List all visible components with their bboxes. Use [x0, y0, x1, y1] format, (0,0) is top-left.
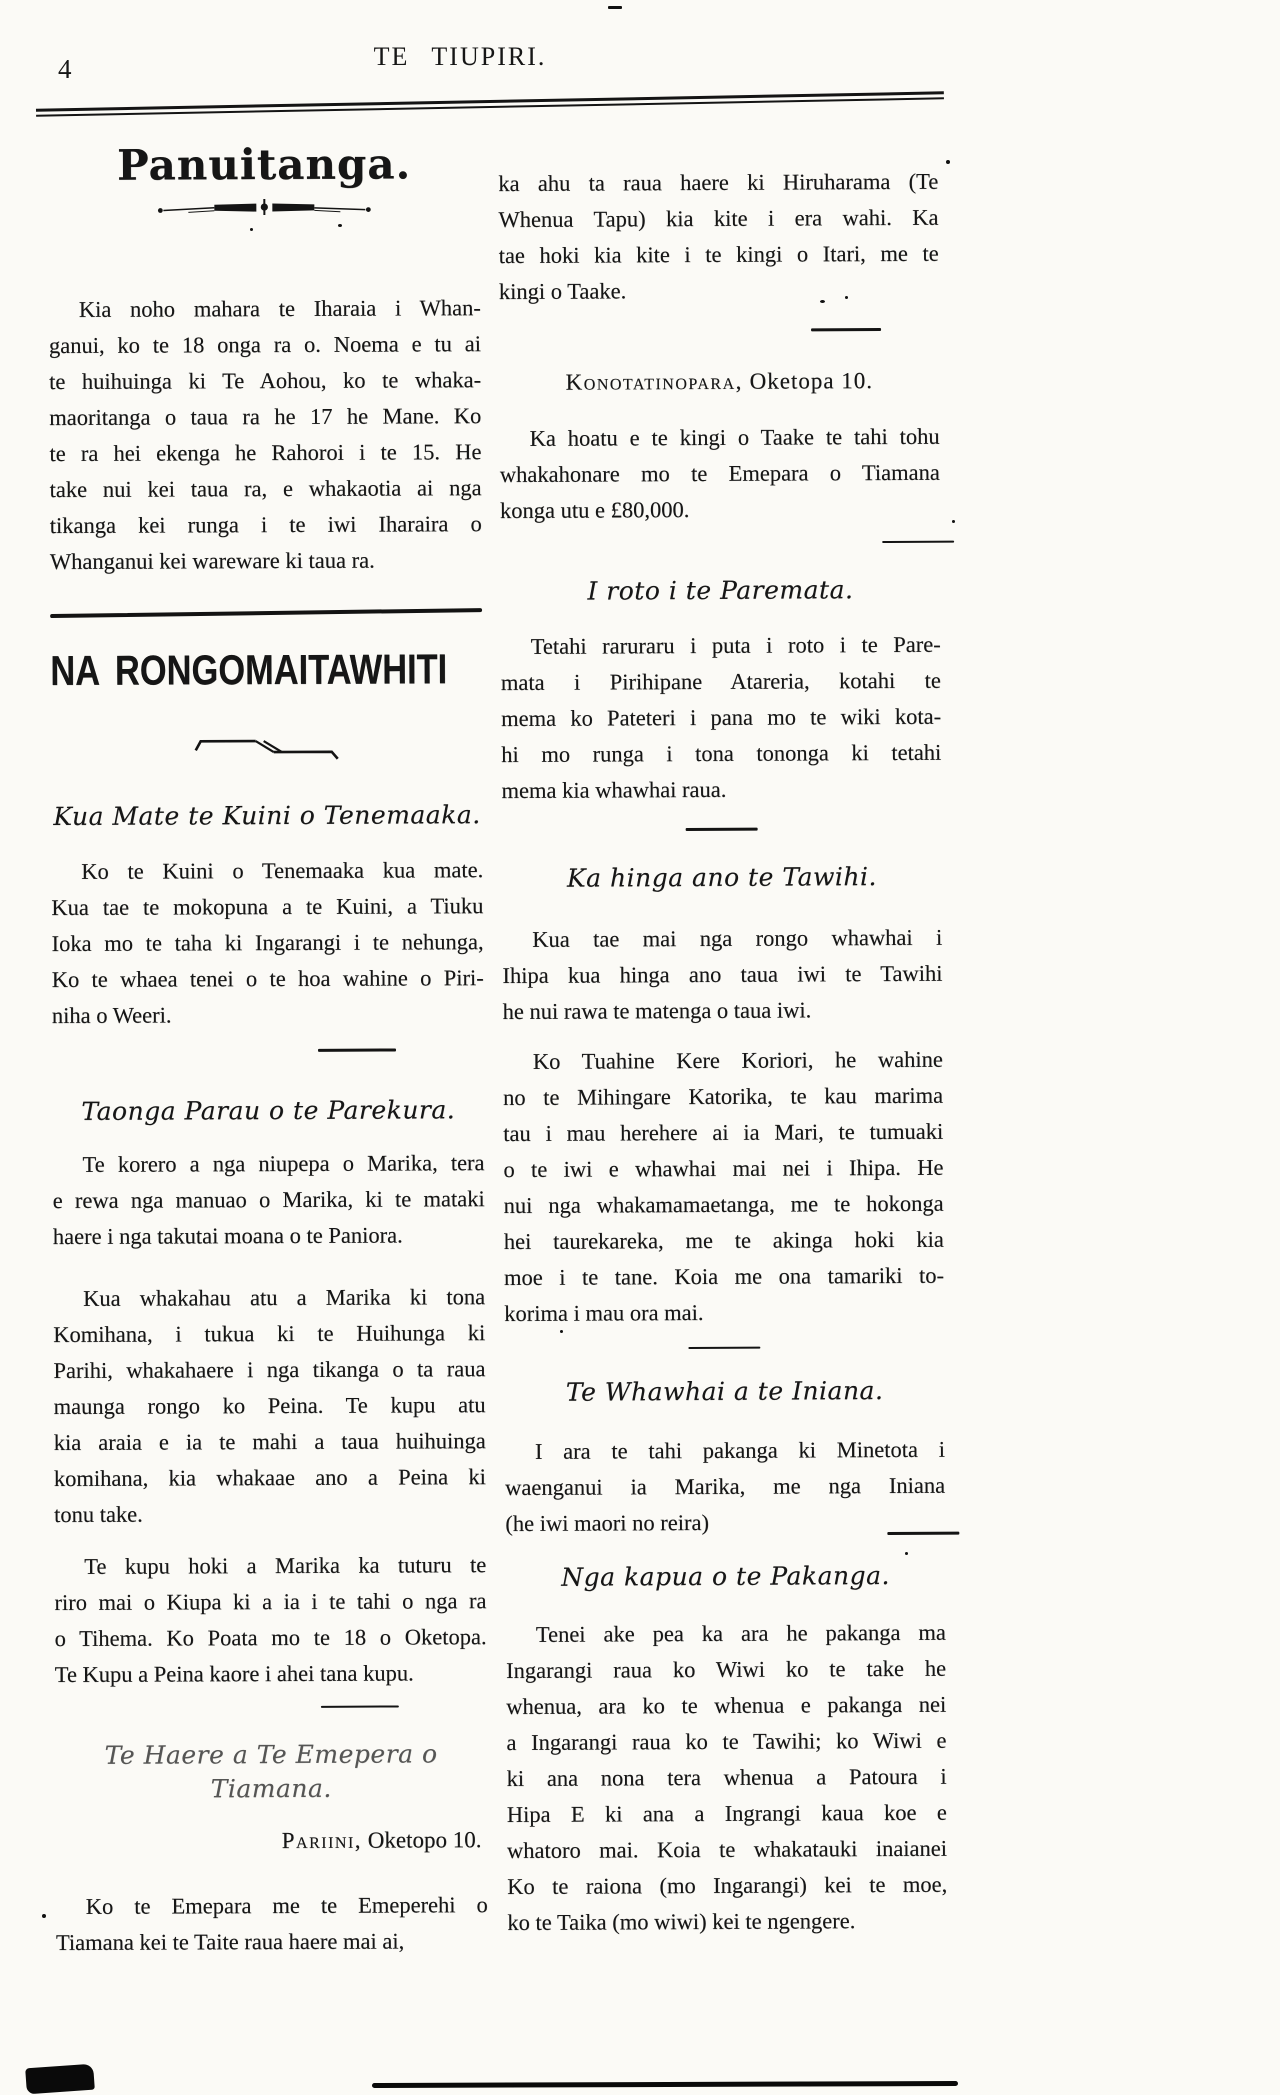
text-line: ka ahu ta raua haere ki Hiruharama (Te [498, 168, 939, 196]
text-line: Ihipa kua hinga ano taua iwi te Tawihi [502, 960, 943, 988]
article-divider-rule [318, 1048, 396, 1051]
article-divider-rule [882, 540, 954, 543]
paragraph [51, 852, 484, 1034]
text-line: Whenua Tapu) kia kite i era wahi. Ka [498, 204, 939, 232]
text-line: Komihana, i tukua ki te Huihunga ki [53, 1319, 486, 1347]
text-line: kingi o Taake. [498, 278, 627, 304]
paragraph [49, 290, 482, 580]
text-line: riro mai o Kiupa ki a ia i te tahi o nga ra [54, 1587, 487, 1615]
text-line: mata i Pirihipane Atareria, kotahi te [500, 667, 941, 695]
text-line: ko te Taika (mo wiwi) kei te ngengere. [507, 1907, 856, 1935]
text-line: nui nga whakamamaetanga, me te hokonga [503, 1190, 944, 1218]
text-line: waenganui ia Marika, me nga Iniana [505, 1472, 946, 1500]
paragraph [500, 418, 941, 528]
text-line: Whanganui kei wareware ki taua ra. [49, 547, 375, 574]
text-line: tikanga kei runga i te iwi Iharaira o [49, 511, 482, 538]
text-line: maoritanga o taua ra he 17 he Mane. Ko [49, 403, 482, 430]
text-line: Ingarangi raua ko Wiwi ko te take he [505, 1655, 947, 1683]
paragraph [52, 1145, 484, 1255]
text-line: mema kia whawhai raua. [501, 776, 727, 803]
text-line: niha o Weeri. [51, 1002, 172, 1028]
text-line: Ko Tuahine Kere Koriori, he wahine [532, 1046, 943, 1074]
text-line: whakahonare mo te Emepara o Tiamana [499, 459, 940, 487]
dateline-place: Konotatinopara, [565, 368, 743, 395]
paragraph [503, 1041, 945, 1331]
text-line: Kua tae te mokopuna a te Kuini, a Tiuku [51, 893, 484, 920]
serpentine-divider-ornament [192, 733, 342, 762]
text-line: ki ana nona tera whenua a Patoura i [506, 1763, 947, 1791]
page-number: 4 [58, 54, 72, 84]
text-line: whenua, ara ko te whenua e pakanga nei [506, 1691, 947, 1719]
text-line: moe i te tane. Koia me ona tamariki to- [503, 1262, 945, 1290]
text-line: o te iwi e whawhai mai nei i Ihipa. He [503, 1154, 944, 1182]
text-line: o Tihema. Ko Poata mo te 18 o Oketopa. [54, 1623, 487, 1651]
text-line: tonu take. [53, 1501, 143, 1527]
article-heading-iniana: Te Whawhai a te Iniana. [565, 1375, 884, 1407]
scan-edge-streak [372, 2081, 958, 2088]
section-title-text: NA RONGOMAITAWHITI [50, 645, 448, 694]
paragraph [506, 1614, 948, 1940]
paragraph [53, 1279, 486, 1533]
paragraph [502, 919, 943, 1029]
text-line: a Ingarangi raua ko te Tawihi; ko Wiwi e [506, 1727, 947, 1755]
header-double-rule [36, 91, 944, 120]
text-line: Parihi, whakahaere i nga tikanga o ta raua [53, 1355, 486, 1383]
article-divider-rule [811, 328, 881, 331]
text-line: Ko te raiona (mo Ingarangi) kei te moe, [507, 1871, 948, 1899]
article-heading-kuini: Kua Mate te Kuini o Tenemaaka. [53, 800, 481, 831]
text-line: Kia noho mahara te Iharaia i Whan- [78, 295, 481, 322]
text-line: Ko te Emepara me te Emeperehi o [85, 1892, 488, 1919]
article-divider-rule [686, 828, 758, 831]
text-line: Tetahi raruraru i puta i roto i te Pare- [530, 631, 941, 659]
scan-mark [608, 6, 622, 9]
article-heading-kapua: Nga kapua o te Pakanga. [561, 1560, 890, 1592]
text-line: I ara te tahi pakanga ki Minetota i [534, 1436, 945, 1464]
dateline-heading [499, 364, 939, 398]
section-rule [50, 608, 482, 618]
paragraph [505, 1432, 946, 1542]
text-line: konga utu e £80,000. [499, 496, 690, 523]
text-line: e rewa nga manuao o Marika, ki te mataki [52, 1185, 485, 1213]
text-line: Hipa E ki ana a Ingrangi kaua koe e [506, 1799, 947, 1827]
text-line: korima i mau ora mai. [504, 1299, 704, 1326]
text-line: Tiamana kei te Taite raua haere mai ai, [55, 1928, 405, 1955]
dateline-date: Oketopo 10. [367, 1827, 482, 1853]
text-line: kia araia e ia te mahi a taua huihuinga [53, 1427, 486, 1455]
masthead-title: TE TIUPIRI. [373, 42, 547, 71]
dateline-date: Oketopa 10. [749, 367, 874, 394]
paragraph [498, 164, 939, 310]
text-line: Kua tae mai nga rongo whawhai i [532, 924, 943, 952]
scan-edge-blob [25, 2064, 95, 2095]
text-line: take nui kei taua ra, e whakaotia ai nga [49, 475, 482, 502]
paragraph [54, 1547, 487, 1693]
text-line: Te korero a nga niupepa o Marika, tera [82, 1149, 485, 1177]
text-line: te huihuinga ki Te Aohou, ko te whaka- [49, 367, 482, 394]
article-divider-rule [321, 1705, 399, 1708]
article-heading-paremata: I roto i te Paremata. [587, 575, 854, 606]
text-line: Te kupu hoki a Marika ka tuturu te [84, 1551, 487, 1579]
text-line: Ka hoatu e te kingi o Taake te tahi tohu [529, 423, 940, 451]
text-line: Ko te whaea tenei o te hoa wahine o Piri- [51, 965, 484, 992]
text-line: hi mo runga i tona tononga ki tetahi [501, 739, 942, 767]
text-line: hei taurekareka, me te akinga hoki kia [503, 1226, 944, 1254]
text-line: tau i mau herehere ai ia Mari, te tumuaki [503, 1118, 944, 1146]
text-line: he nui rawa te matenga o taua iwi. [502, 996, 812, 1024]
article-heading-haere: Te Haere a Te Emepera o Tiamana. [104, 1739, 438, 1804]
text-line: Ioka mo te taha ki Ingarangi i te nehunga, [51, 929, 484, 956]
text-line: haere i nga takutai moana o te Paniora. [52, 1221, 403, 1249]
article-heading-tawihi: Ka hinga ano te Tawihi. [566, 861, 877, 893]
text-line: te ra hei ekenga he Rahoroi i te 15. He [49, 439, 482, 466]
text-line: Kua whakahau atu a Marika ki tona [83, 1283, 486, 1311]
article-divider-rule [887, 1532, 959, 1535]
text-line: Te Kupu a Peina kaore i ahei tana kupu. [54, 1659, 414, 1687]
text-line: mema ko Pateteri i pana mo te wiki kota- [501, 703, 942, 731]
text-line: maunga rongo ko Peina. Te kupu atu [53, 1391, 486, 1419]
paragraph [56, 1887, 488, 1961]
text-line: ganui, ko te 18 onga ra o. Noema e tu ai [48, 331, 481, 358]
section-title-panuitanga: Panuitanga. [117, 139, 412, 190]
dateline-place: Pariini, [281, 1827, 363, 1853]
fleuron-divider-ornament [154, 195, 374, 220]
paragraph [501, 627, 942, 809]
article-divider-rule [688, 1346, 760, 1349]
article-heading-taonga: Taonga Parau o te Parekura. [81, 1094, 456, 1126]
left-column [48, 128, 488, 1961]
text-line: komihana, kia whakaae ano a Peina ki [53, 1463, 486, 1491]
text-line: whatoro mai. Koia te whakatauki inaianei [506, 1835, 948, 1863]
text-line: Tenei ake pea ka ara he pakanga ma [535, 1619, 946, 1647]
right-column [498, 128, 947, 1941]
text-line: Ko te Kuini o Tenemaaka kua mate. [81, 857, 484, 884]
section-title-rongomaitawhiti [50, 644, 482, 696]
text-line: tae hoki kia kite i te kingi o Itari, me te [498, 240, 939, 268]
text-line: (he iwi maori no reira) [505, 1509, 710, 1536]
dateline [55, 1825, 487, 1857]
text-line: no te Mihingare Katorika, te kau marima [502, 1082, 944, 1110]
